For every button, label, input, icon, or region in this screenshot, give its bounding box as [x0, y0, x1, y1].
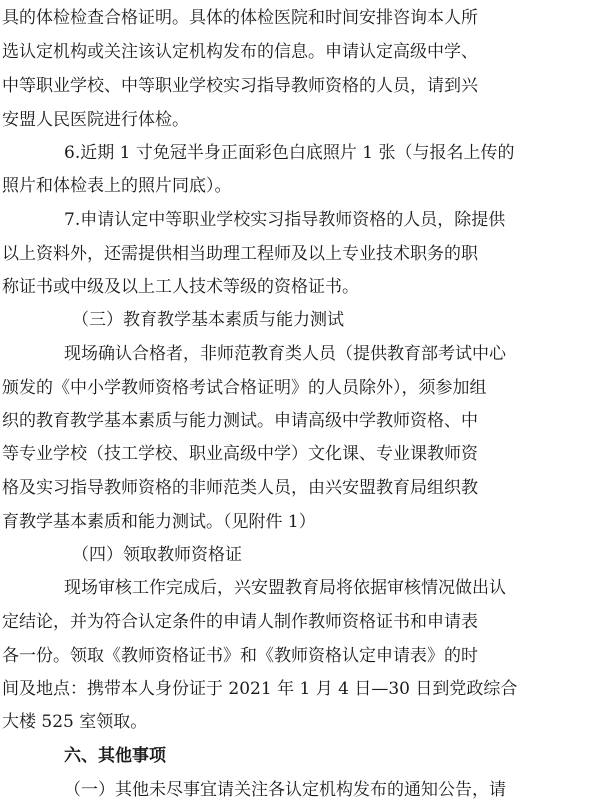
body-text-line: 安盟人民医院进行体检。	[2, 110, 189, 130]
body-text-line: 以上资料外，还需提供相当助理工程师及以上专业技术职务的职	[2, 244, 478, 264]
body-text-line: 现场确认合格者，非师范教育类人员（提供教育部考试中心	[64, 344, 506, 364]
body-text-line: 等专业学校（技工学校、职业高级中学）文化课、专业课教师资	[2, 444, 478, 464]
body-text-line: 织的教育教学基本素质与能力测试。申请高级中学教师资格、中	[2, 411, 478, 431]
body-text-line: 6.近期 1 寸免冠半身正面彩色白底照片 1 张（与报名上传的	[64, 143, 515, 163]
body-text-line: 定结论，并为符合认定条件的申请人制作教师资格证书和申请表	[2, 612, 478, 632]
body-text-line: 现场审核工作完成后，兴安盟教育局将依据审核情况做出认	[64, 578, 506, 598]
body-text-line: 称证书或中级及以上工人技术等级的资格证书。	[2, 277, 359, 297]
body-text-line: 7.申请认定中等职业学校实习指导教师资格的人员，除提供	[64, 210, 506, 230]
body-text-line: 各一份。领取《教师资格证书》和《教师资格认定申请表》的时	[2, 646, 478, 666]
chapter-heading: 六、其他事项	[64, 746, 166, 766]
body-text-line: 格及实习指导教师资格的非师范类人员，由兴安盟教育局组织教	[2, 478, 478, 498]
body-text-line: 间及地点：携带本人身份证于 2021 年 1 月 4 日—30 日到党政综合	[2, 679, 518, 699]
body-text-line: 颁发的《中小学教师资格考试合格证明》的人员除外），须参加组	[2, 378, 487, 398]
body-text-line: 中等职业学校、中等职业学校实习指导教师资格的人员，请到兴	[2, 76, 478, 96]
body-text-line: 具的体检检查合格证明。具体的体检医院和时间安排咨询本人所	[2, 8, 478, 28]
body-text-line: 大楼 525 室领取。	[2, 712, 148, 732]
section-heading: （四）领取教师资格证	[72, 545, 242, 565]
body-text-line: （一）其他未尽事宜请关注各认定机构发布的通知公告，请	[64, 780, 506, 800]
body-text-line: 照片和体检表上的照片同底）。	[2, 176, 232, 196]
body-text-line: 育教学基本素质和能力测试。（见附件 1）	[2, 512, 316, 532]
section-heading: （三）教育教学基本素质与能力测试	[72, 310, 344, 330]
body-text-line: 选认定机构或关注该认定机构发布的信息。申请认定高级中学、	[2, 42, 478, 62]
